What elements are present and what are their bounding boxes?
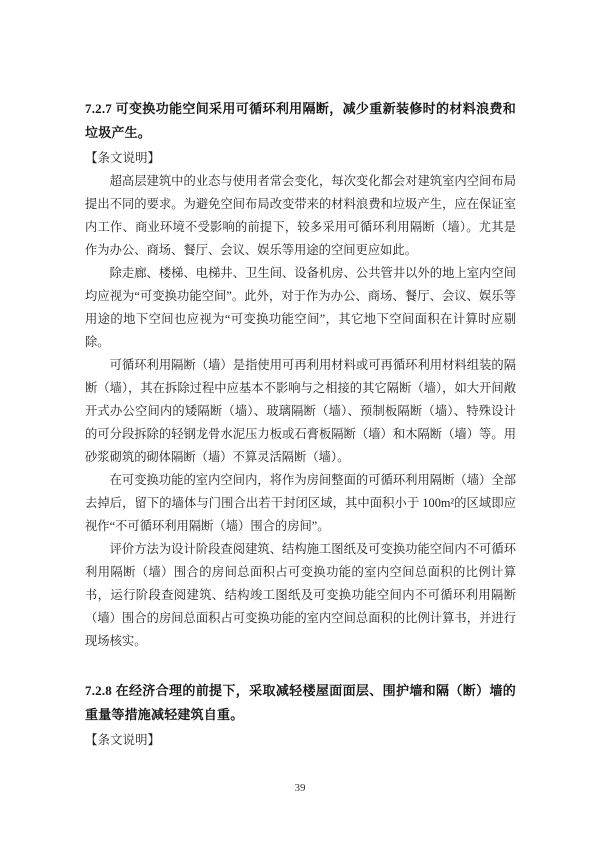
paragraph: 评价方法为设计阶段查阅建筑、结构施工图纸及可变换功能空间内不可循环利用隔断（墙）围合的房间总面积占可变换功能的室内空间总面积的比例计算书，运行阶段查阅建筑、结构竣工图纸及可变换功能空间内不可循环利用隔断（墙）围合的房间总面积占可变换功能的室内空间总面积的比例计算书，并进行现场核实。 <box>85 542 516 648</box>
explanation-label: 【条文说明】 <box>85 733 161 747</box>
explanation-label: 【条文说明】 <box>85 151 161 165</box>
clause-heading-728: 7.2.8 在经济合理的前提下，采取减轻楼屋面面层、围护墙和隔（断）墙的重量等措施减轻建筑自重。 <box>85 683 516 722</box>
page-content <box>85 97 516 752</box>
clause-section-728 <box>85 679 516 752</box>
paragraph: 可循环利用隔断（墙）是指使用可再利用材料或可再循环利用材料组装的隔断（墙），其在拆除过程中应基本不影响与之相接的其它隔断（墙），如大开间敞开式办公空间内的矮隔断（墙）、玻璃隔断（墙）、预制板隔断（墙）、特殊设计的可分段拆除的轻钢龙骨水泥压力板或石膏板隔断（墙）和木隔断（墙）等。用砂浆砌筑的砌体隔断（墙）不算灵活隔断（墙）。 <box>85 358 516 464</box>
paragraph: 在可变换功能的室内空间内，将作为房间整面的可循环利用隔断（墙）全部去掉后，留下的墙体与门围合出若干封闭区域，其中面积小于 100m²的区域即应视作“不可循环利用隔断（墙）围合的房间”。 <box>85 473 516 533</box>
paragraph: 除走廊、楼梯、电梯井、卫生间、设备机房、公共管井以外的地上室内空间均应视为“可变换功能空间”。此外，对于作为办公、商场、餐厅、会议、娱乐等用途的地下空间也应视为“可变换功能空间”，其它地下空间面积在计算时应剔除。 <box>85 266 516 349</box>
clause-heading-727: 7.2.7 可变换功能空间采用可循环利用隔断，减少重新装修时的材料浪费和垃圾产生。 <box>85 101 516 140</box>
paragraph: 超高层建筑中的业态与使用者常会变化，每次变化都会对建筑室内空间布局提出不同的要求。为避免空间布局改变带来的材料浪费和垃圾产生，应在保证室内工作、商业环境不受影响的前提下，较多采用可循环利用隔断（墙）。尤其是作为办公、商场、餐厅、会议、娱乐等用途的空间更应如此。 <box>85 174 516 257</box>
clause-section-727 <box>85 97 516 653</box>
page-number: 39 <box>294 782 306 794</box>
